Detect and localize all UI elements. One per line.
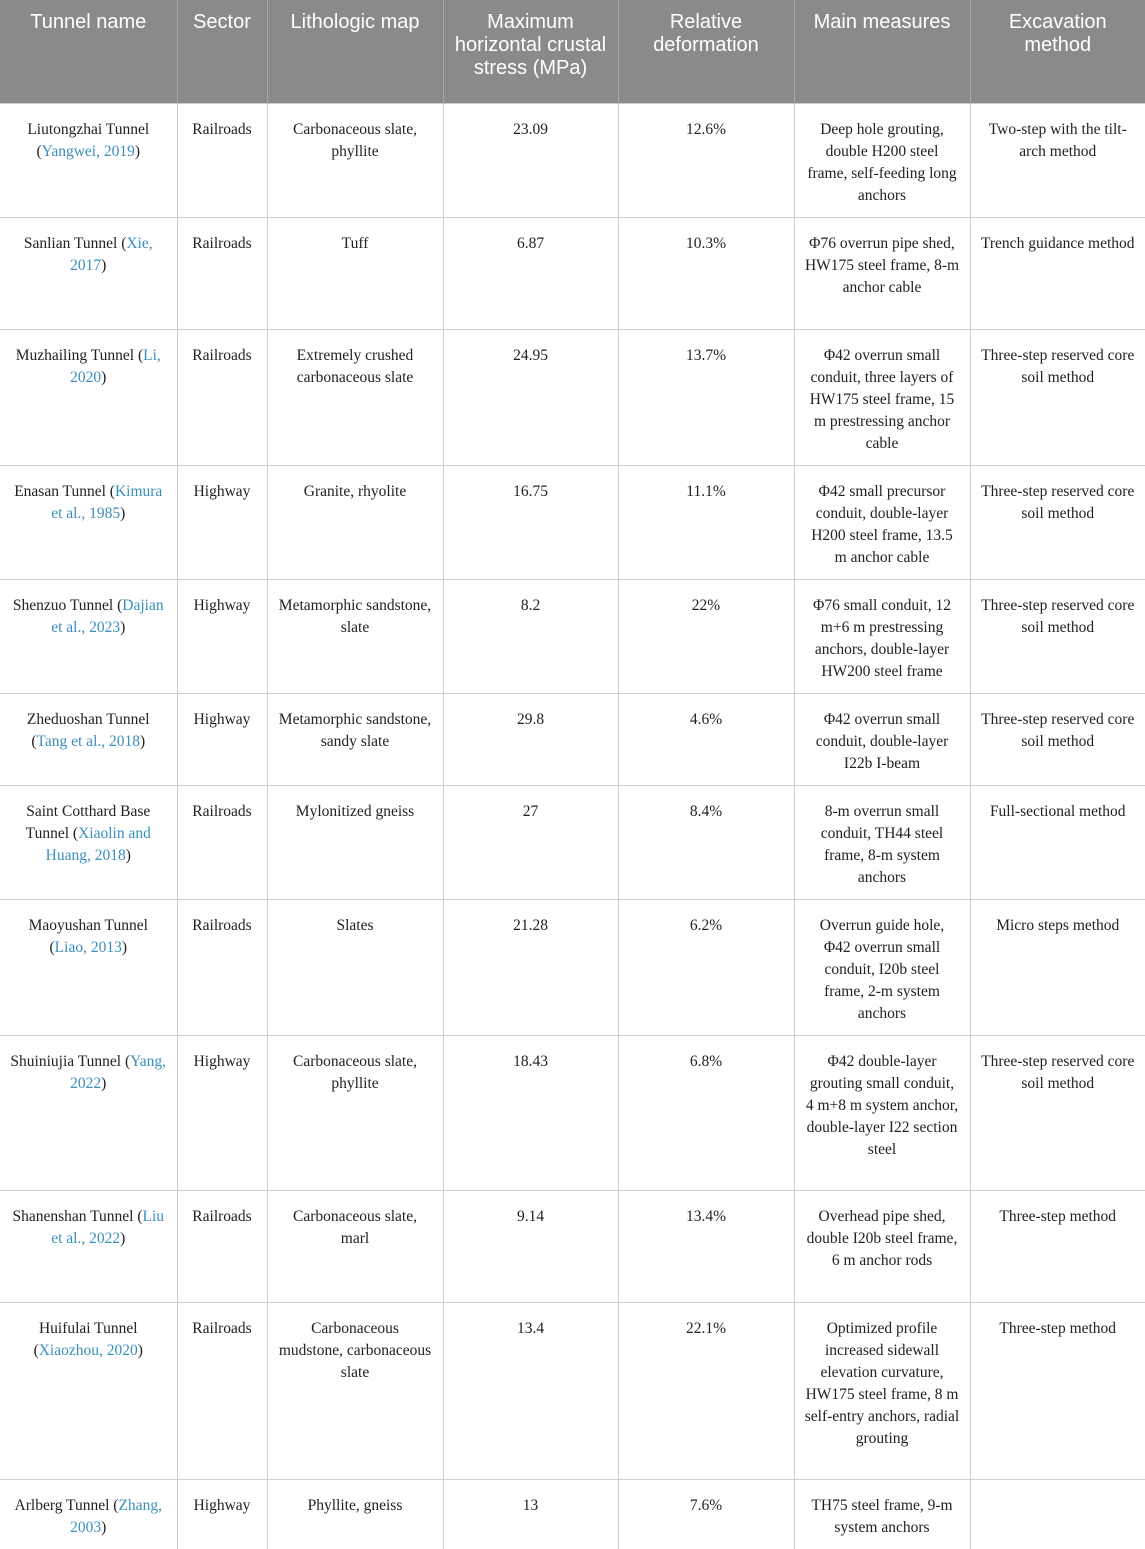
tunnel-name: Zheduoshan Tunnel [26, 710, 150, 728]
cell-tunnel-name: Shanenshan Tunnel (Liu et al., 2022) [0, 1190, 177, 1302]
citation-link[interactable]: Zhang, 2003 [70, 1496, 162, 1536]
table-row [0, 217, 1145, 329]
tunnel-name: Shanenshan Tunnel [12, 1207, 134, 1225]
table-row [0, 579, 1145, 693]
citation-link[interactable]: Liao, 2013 [54, 938, 122, 956]
cell-tunnel-name: Enasan Tunnel (Kimura et al., 1985) [0, 465, 177, 579]
cell-relative-deformation: 13.7% [618, 329, 794, 465]
cell-main-measures: Φ42 overrun small conduit, double-layer I22b I-beam [794, 693, 970, 785]
header-excavation-method: Excavation method [970, 0, 1145, 103]
cell-main-measures: Φ76 overrun pipe shed, HW175 steel frame, 8-m anchor cable [794, 217, 970, 329]
cell-max-stress: 29.8 [443, 693, 618, 785]
cell-sector: Railroads [177, 899, 267, 1035]
cell-relative-deformation: 7.6% [618, 1479, 794, 1549]
header-main-measures: Main measures [794, 0, 970, 103]
cell-main-measures: Deep hole grouting, double H200 steel frame, self-feeding long anchors [794, 103, 970, 217]
cell-lithologic-map: Carbonaceous slate, marl [267, 1190, 443, 1302]
cell-relative-deformation: 12.6% [618, 103, 794, 217]
cell-sector: Railroads [177, 1302, 267, 1479]
cell-relative-deformation: 22% [618, 579, 794, 693]
cell-max-stress: 13.4 [443, 1302, 618, 1479]
cell-lithologic-map: Carbonaceous slate, phyllite [267, 103, 443, 217]
table-body [0, 103, 1145, 1549]
cell-lithologic-map: Extremely crushed carbonaceous slate [267, 329, 443, 465]
cell-excavation-method: Three-step reserved core soil method [970, 465, 1145, 579]
table-row [0, 465, 1145, 579]
header-row [0, 0, 1145, 103]
tunnel-name: Shenzuo Tunnel [12, 596, 114, 614]
cell-main-measures: Optimized profile increased sidewall elevation curvature, HW175 steel frame, 8 m self-entry anchors, radial grouting [794, 1302, 970, 1479]
cell-sector: Highway [177, 693, 267, 785]
cell-lithologic-map: Carbonaceous slate, phyllite [267, 1035, 443, 1190]
cell-main-measures: 8-m overrun small conduit, TH44 steel frame, 8-m system anchors [794, 785, 970, 899]
tunnel-name: Muzhailing Tunnel [15, 346, 135, 364]
table-row [0, 899, 1145, 1035]
tunnel-name: Saint Cotthard Base Tunnel [25, 802, 151, 842]
citation-link[interactable]: Xie, 2017 [70, 234, 153, 274]
cell-excavation-method: Three-step reserved core soil method [970, 1035, 1145, 1190]
cell-main-measures: Φ76 small conduit, 12 m+6 m prestressing anchors, double-layer HW200 steel frame [794, 579, 970, 693]
tunnel-name: Shuiniujia Tunnel [10, 1052, 122, 1070]
cell-sector: Railroads [177, 217, 267, 329]
cell-excavation-method: Two-step with the tilt-arch method [970, 103, 1145, 217]
cell-max-stress: 21.28 [443, 899, 618, 1035]
cell-main-measures: TH75 steel frame, 9-m system anchors [794, 1479, 970, 1549]
tunnel-name: Maoyushan Tunnel [28, 916, 148, 934]
cell-relative-deformation: 6.2% [618, 899, 794, 1035]
cell-lithologic-map: Tuff [267, 217, 443, 329]
tunnel-name: Enasan Tunnel [14, 482, 106, 500]
citation-link[interactable]: Xiaolin and Huang, 2018 [45, 824, 151, 864]
cell-sector: Railroads [177, 1190, 267, 1302]
header-relative-deformation: Relative deformation [618, 0, 794, 103]
cell-max-stress: 16.75 [443, 465, 618, 579]
cell-excavation-method: Three-step reserved core soil method [970, 329, 1145, 465]
header-max-stress: Maximum horizontal crustal stress (MPa) [443, 0, 618, 103]
cell-sector: Highway [177, 465, 267, 579]
table-row [0, 785, 1145, 899]
cell-excavation-method: Trench guidance method [970, 217, 1145, 329]
cell-sector: Highway [177, 1479, 267, 1549]
cell-main-measures: Φ42 small precursor conduit, double-layer H200 steel frame, 13.5 m anchor cable [794, 465, 970, 579]
citation-link[interactable]: Li, 2020 [70, 346, 161, 386]
table-header [0, 0, 1145, 103]
cell-excavation-method: Three-step method [970, 1302, 1145, 1479]
citation-link[interactable]: Liu et al., 2022 [51, 1207, 165, 1247]
header-lithologic-map: Lithologic map [267, 0, 443, 103]
table-row [0, 1479, 1145, 1549]
cell-tunnel-name: Saint Cotthard Base Tunnel (Xiaolin and Huang, 2018) [0, 785, 177, 899]
cell-lithologic-map: Slates [267, 899, 443, 1035]
citation-link[interactable]: Kimura et al., 1985 [51, 482, 163, 522]
citation-link[interactable]: Yangwei, 2019 [41, 142, 135, 160]
cell-max-stress: 8.2 [443, 579, 618, 693]
cell-relative-deformation: 10.3% [618, 217, 794, 329]
table-row [0, 1302, 1145, 1479]
cell-excavation-method [970, 1479, 1145, 1549]
cell-relative-deformation: 22.1% [618, 1302, 794, 1479]
cell-main-measures: Overhead pipe shed, double I20b steel frame, 6 m anchor rods [794, 1190, 970, 1302]
cell-sector: Highway [177, 579, 267, 693]
cell-sector: Railroads [177, 103, 267, 217]
tunnel-name: Liutongzhai Tunnel [27, 120, 150, 138]
citation-link[interactable]: Yang, 2022 [70, 1052, 167, 1092]
cell-relative-deformation: 8.4% [618, 785, 794, 899]
tunnel-name: Huifulai Tunnel [38, 1319, 138, 1337]
tunnel-name: Arlberg Tunnel [14, 1496, 110, 1514]
cell-tunnel-name: Huifulai Tunnel (Xiaozhou, 2020) [0, 1302, 177, 1479]
header-tunnel-name: Tunnel name [0, 0, 177, 103]
cell-excavation-method: Three-step reserved core soil method [970, 579, 1145, 693]
cell-lithologic-map: Metamorphic sandstone, slate [267, 579, 443, 693]
cell-tunnel-name: Liutongzhai Tunnel (Yangwei, 2019) [0, 103, 177, 217]
cell-tunnel-name: Arlberg Tunnel (Zhang, 2003) [0, 1479, 177, 1549]
cell-sector: Railroads [177, 329, 267, 465]
cell-relative-deformation: 11.1% [618, 465, 794, 579]
table-row [0, 693, 1145, 785]
cell-tunnel-name: Zheduoshan Tunnel (Tang et al., 2018) [0, 693, 177, 785]
cell-lithologic-map: Metamorphic sandstone, sandy slate [267, 693, 443, 785]
cell-tunnel-name: Shenzuo Tunnel (Dajian et al., 2023) [0, 579, 177, 693]
cell-relative-deformation: 13.4% [618, 1190, 794, 1302]
citation-link[interactable]: Tang et al., 2018 [36, 732, 140, 750]
table-row [0, 1190, 1145, 1302]
cell-max-stress: 18.43 [443, 1035, 618, 1190]
cell-lithologic-map: Mylonitized gneiss [267, 785, 443, 899]
cell-max-stress: 24.95 [443, 329, 618, 465]
tunnel-name: Sanlian Tunnel [23, 234, 118, 252]
cell-lithologic-map: Granite, rhyolite [267, 465, 443, 579]
cell-relative-deformation: 6.8% [618, 1035, 794, 1190]
citation-link[interactable]: Xiaozhou, 2020 [38, 1341, 138, 1359]
table-row [0, 103, 1145, 217]
cell-sector: Railroads [177, 785, 267, 899]
cell-excavation-method: Three-step reserved core soil method [970, 693, 1145, 785]
cell-max-stress: 13 [443, 1479, 618, 1549]
cell-lithologic-map: Carbonaceous mudstone, carbonaceous slate [267, 1302, 443, 1479]
cell-tunnel-name: Maoyushan Tunnel (Liao, 2013) [0, 899, 177, 1035]
cell-excavation-method: Three-step method [970, 1190, 1145, 1302]
cell-sector: Highway [177, 1035, 267, 1190]
cell-main-measures: Φ42 overrun small conduit, three layers of HW175 steel frame, 15 m prestressing anchor cable [794, 329, 970, 465]
table-row [0, 1035, 1145, 1190]
cell-tunnel-name: Shuiniujia Tunnel (Yang, 2022) [0, 1035, 177, 1190]
cell-main-measures: Overrun guide hole, Φ42 overrun small conduit, I20b steel frame, 2-m system anchors [794, 899, 970, 1035]
cell-max-stress: 9.14 [443, 1190, 618, 1302]
cell-tunnel-name: Muzhailing Tunnel (Li, 2020) [0, 329, 177, 465]
table-row [0, 329, 1145, 465]
cell-lithologic-map: Phyllite, gneiss [267, 1479, 443, 1549]
cell-max-stress: 6.87 [443, 217, 618, 329]
cell-tunnel-name: Sanlian Tunnel (Xie, 2017) [0, 217, 177, 329]
cell-max-stress: 23.09 [443, 103, 618, 217]
cell-excavation-method: Micro steps method [970, 899, 1145, 1035]
cell-relative-deformation: 4.6% [618, 693, 794, 785]
header-sector: Sector [177, 0, 267, 103]
cell-main-measures: Φ42 double-layer grouting small conduit, 4 m+8 m system anchor, double-layer I22 section steel [794, 1035, 970, 1190]
cell-max-stress: 27 [443, 785, 618, 899]
citation-link[interactable]: Dajian et al., 2023 [51, 596, 164, 636]
cell-excavation-method: Full-sectional method [970, 785, 1145, 899]
